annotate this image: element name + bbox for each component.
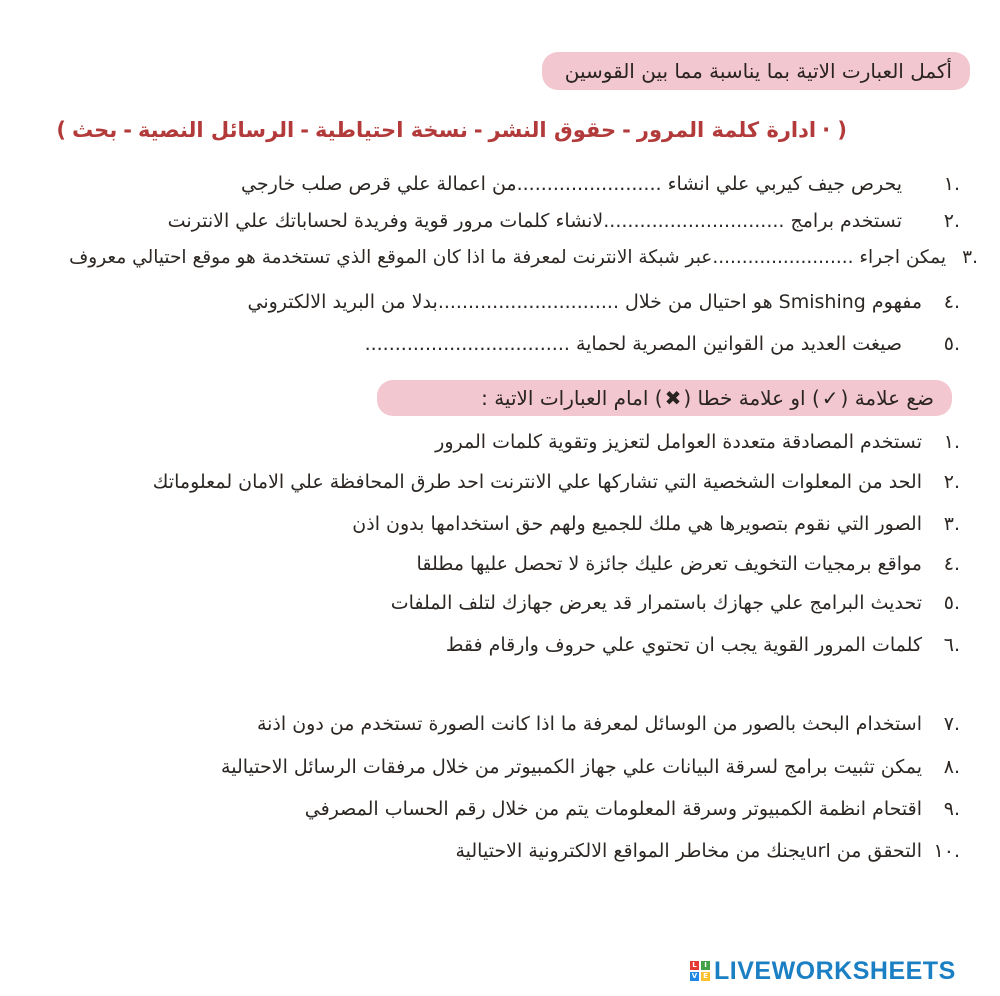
item-number: .٨ bbox=[943, 756, 960, 778]
item-text: صيغت العديد من القوانين المصرية لحماية .................................. bbox=[364, 333, 902, 355]
item-number: .٣ bbox=[943, 513, 960, 535]
fill-blank-item bbox=[168, 203, 960, 239]
item-number: .٢ bbox=[943, 210, 960, 232]
true-false-item bbox=[455, 833, 960, 869]
word-bank-option: نسخة احتياطية bbox=[314, 118, 468, 142]
true-false-item bbox=[257, 706, 960, 742]
item-text: مواقع برمجيات التخويف تعرض عليك جائزة لا تحصل عليها مطلقا bbox=[416, 553, 922, 575]
true-false-item bbox=[417, 546, 960, 582]
item-number: .٣ bbox=[962, 246, 978, 268]
word-bank-option: بحث bbox=[71, 118, 118, 142]
item-number: .٤ bbox=[943, 553, 960, 575]
item-text: الحد من المعلوات الشخصية التي تشاركها علي الانترنت احد طرق المحافظة علي الامان لمعلوماتك bbox=[152, 471, 922, 493]
word-bank-close-paren: ) bbox=[56, 118, 66, 142]
item-text: تحديث البرامج علي جهازك باستمرار قد يعرض جهازك لتلف الملفات bbox=[390, 592, 922, 614]
logo-text: LIVEWORKSHEETS bbox=[714, 956, 956, 985]
item-number: .٩ bbox=[943, 798, 960, 820]
item-number: .٧ bbox=[943, 713, 960, 735]
word-bank-separator: - bbox=[123, 118, 132, 142]
check-mark-icon: ✓ bbox=[821, 386, 839, 410]
true-false-item bbox=[352, 506, 960, 542]
item-number: .٢ bbox=[943, 471, 960, 493]
true-false-item bbox=[435, 424, 960, 460]
liveworksheets-logo bbox=[690, 956, 956, 986]
word-bank-option: ادارة كلمة المرور bbox=[636, 118, 817, 142]
item-text: تستخدم برامج ..............................لانشاء كلمات مرور قوية وفريدة لحساباتك علي الانترنت bbox=[167, 210, 902, 232]
instruction-banner-complete bbox=[542, 52, 970, 90]
fill-blank-item bbox=[248, 284, 961, 320]
cross-mark-icon: ✖ bbox=[664, 386, 682, 410]
item-text: مفهوم Smishing هو احتيال من خلال ..............................بدلا من البريد الالكتروني bbox=[247, 291, 922, 313]
logo-letter: E bbox=[701, 972, 710, 981]
item-text: تستخدم المصادقة متعددة العوامل لتعزيز وتقوية كلمات المرور bbox=[435, 431, 922, 453]
word-bank-separator: - bbox=[473, 118, 483, 142]
fill-blank-item bbox=[69, 239, 978, 275]
item-number: .١ bbox=[943, 173, 960, 195]
item-number: .٦ bbox=[943, 634, 960, 656]
item-number: .٤ bbox=[943, 291, 960, 313]
true-false-item bbox=[153, 464, 960, 500]
item-number: .١٠ bbox=[933, 840, 960, 862]
word-bank bbox=[56, 110, 850, 150]
instruction-mid: ) او علامة خطا ( bbox=[683, 386, 820, 410]
logo-letter: I bbox=[701, 961, 710, 970]
instruction-suffix: ) امام العبارات الاتية : bbox=[481, 386, 663, 410]
word-bank-separator: - bbox=[622, 118, 631, 142]
fill-blank-item bbox=[241, 166, 960, 202]
item-text: يحرص جيف كيربي علي انشاء ........................من اعمالة علي قرص صلب خارجي bbox=[241, 173, 902, 195]
true-false-item bbox=[221, 749, 960, 785]
word-bank-option: حقوق النشر bbox=[488, 118, 617, 142]
item-text: التحقق من urlيجنك من مخاطر المواقع الالكترونية الاحتيالية bbox=[455, 840, 922, 862]
word-bank-open-paren: ( · bbox=[822, 118, 847, 142]
logo-grid-icon bbox=[690, 961, 710, 981]
item-number: .٥ bbox=[943, 333, 960, 355]
item-text: الصور التي نقوم بتصويرها هي ملك للجميع ولهم حق استخدامها بدون اذن bbox=[352, 513, 922, 535]
true-false-item bbox=[305, 791, 960, 827]
true-false-item bbox=[446, 627, 960, 663]
item-text: استخدام البحث بالصور من الوسائل لمعرفة ما اذا كانت الصورة تستخدم من دون اذنة bbox=[256, 713, 922, 735]
instruction-banner-true-false bbox=[377, 380, 952, 416]
item-text: اقتحام انظمة الكمبيوتر وسرقة المعلومات يتم من خلال رقم الحساب المصرفي bbox=[304, 798, 922, 820]
item-text: كلمات المرور القوية يجب ان تحتوي علي حروف وارقام فقط bbox=[445, 634, 922, 656]
instruction-prefix: ضع علامة ( bbox=[840, 386, 934, 410]
item-number: .٥ bbox=[943, 592, 960, 614]
word-bank-separator: - bbox=[300, 118, 309, 142]
logo-letter: L bbox=[690, 961, 699, 970]
item-number: .١ bbox=[943, 431, 960, 453]
logo-letter: V bbox=[691, 972, 698, 980]
fill-blank-item bbox=[365, 326, 960, 362]
true-false-item bbox=[391, 585, 960, 621]
item-text: يمكن تثبيت برامج لسرقة البيانات علي جهاز الكمبيوتر من خلال مرفقات الرسائل الاحتيالية bbox=[221, 756, 922, 778]
instruction-text-complete: أكمل العبارت الاتية بما يناسبة مما بين القوسين bbox=[564, 59, 952, 83]
word-bank-option: الرسائل النصية bbox=[137, 118, 295, 142]
item-text: يمكن اجراء ........................عبر شبكة الانترنت لمعرفة ما اذا كان الموقع الذي تستخدمة هو موقع احتيالي معروف bbox=[69, 246, 946, 268]
